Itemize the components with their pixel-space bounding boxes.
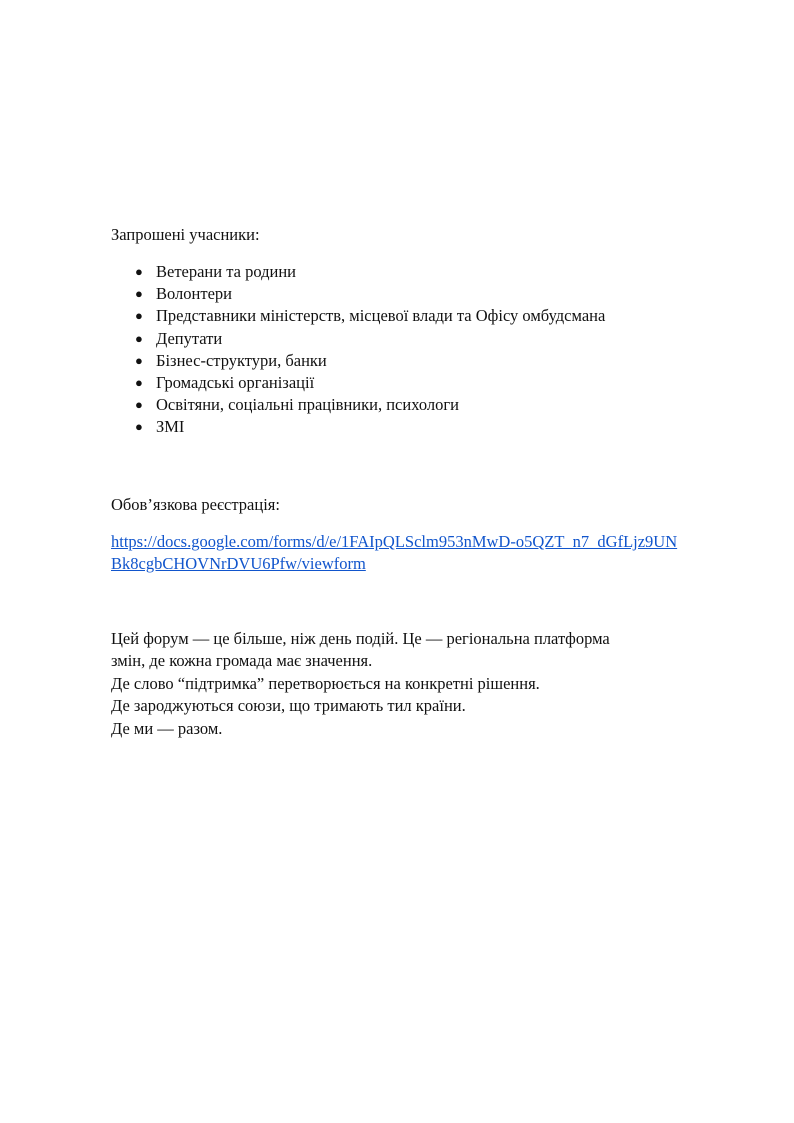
participant-list-item — [111, 350, 711, 372]
closing-line-5: Де ми — разом. — [111, 718, 223, 738]
closing-line-1: Цей форум — це більше, ніж день подій. Це — регіональна платформа — [111, 629, 610, 648]
participant-label: Представники міністерств, місцевої влади та Офісу омбудсмана — [156, 306, 606, 326]
closing-paragraph — [111, 628, 711, 740]
closing-line-4: Де зароджуються союзи, що тримають тил країни. — [111, 696, 466, 716]
participant-label: Депутати — [156, 328, 223, 348]
bullet-icon: ● — [135, 264, 143, 279]
closing-line-3: Де слово “підтримка” перетворюється на конкретні рішення. — [111, 673, 540, 693]
participants-section — [111, 224, 711, 439]
participant-list-item — [111, 261, 711, 283]
registration-heading: Обов’язкова реєстрація: — [111, 495, 280, 514]
bullet-icon: ● — [135, 308, 143, 324]
participant-label: ЗМІ — [156, 417, 185, 437]
participant-list-item — [111, 283, 711, 305]
participant-label: Бізнес-структури, банки — [156, 350, 327, 370]
participant-list-item — [111, 305, 711, 327]
participant-list-item — [111, 372, 711, 394]
participants-heading: Запрошені учасники: — [111, 225, 260, 244]
participant-label: Волонтери — [156, 284, 232, 304]
bullet-icon: ● — [135, 397, 143, 413]
closing-line-2: змін, де кожна громада має значення. — [111, 651, 373, 671]
bullet-icon: ● — [135, 375, 143, 391]
bullet-icon: ● — [135, 286, 143, 302]
participant-label: Громадські організації — [156, 373, 315, 393]
registration-section — [111, 494, 711, 575]
participant-list-item — [111, 416, 711, 438]
participant-label: Освітяни, соціальні працівники, психологи — [156, 395, 459, 415]
participant-list-item — [111, 328, 711, 350]
bullet-icon: ● — [135, 352, 143, 368]
participant-list-item — [111, 394, 711, 416]
registration-link[interactable]: https://docs.google.com/forms/d/e/1FAIpQLSclm953nMwD-o5QZT_n7_dGfLjz9UNBk8cgbCHOVNrDVU6Pfw/viewform — [111, 532, 678, 573]
participant-label: Ветерани та родини — [156, 262, 296, 281]
bullet-icon: ● — [135, 419, 143, 435]
participants-list — [111, 261, 711, 439]
bullet-icon: ● — [135, 330, 143, 346]
